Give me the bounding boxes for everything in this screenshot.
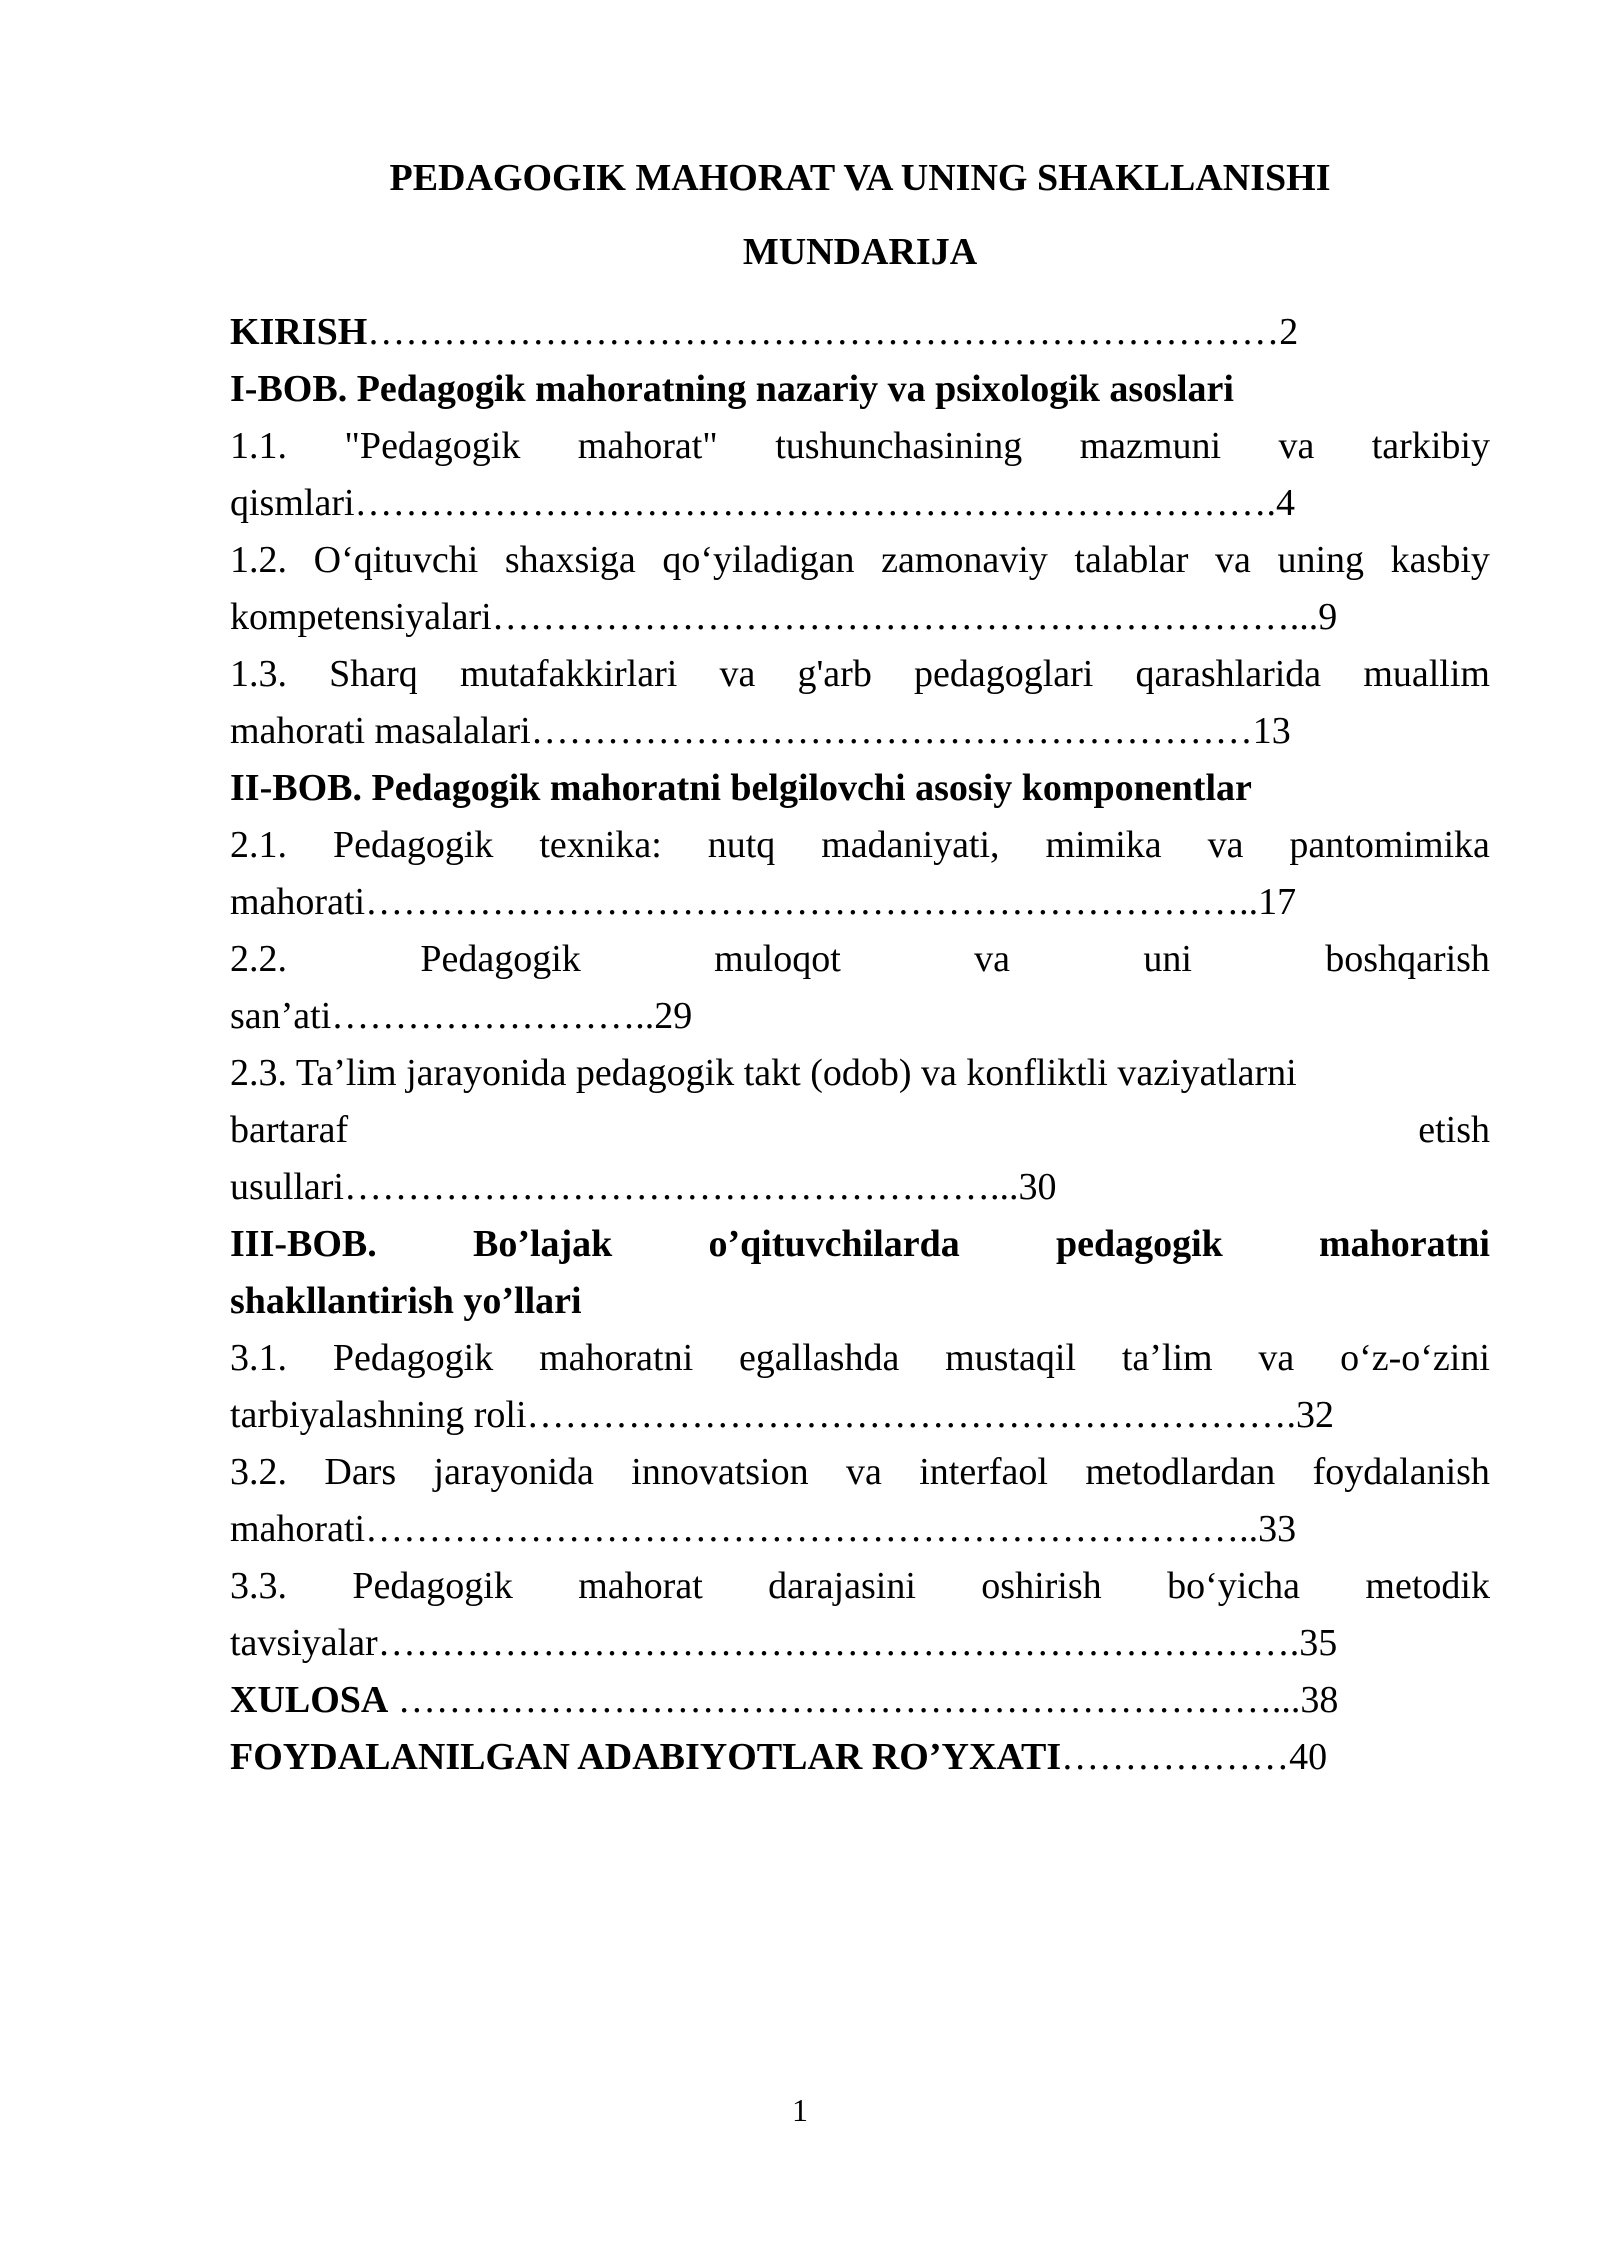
toc-entry-label: kompetensiyalari	[230, 596, 492, 638]
toc-entry-2-2-line2[interactable]	[230, 988, 1490, 1045]
toc-entry-3-2-line2[interactable]	[230, 1501, 1490, 1558]
toc-entry-3-1-line1[interactable]	[230, 1330, 1490, 1387]
toc-word: interfaol	[919, 1451, 1048, 1493]
toc-word: texnika:	[539, 824, 662, 866]
toc-word: muloqot	[714, 938, 841, 980]
dot-leader: ……………………………………………………………..	[365, 1508, 1259, 1550]
toc-page-number: 4	[1276, 482, 1296, 524]
toc-entry-label: tarbiyalashning roli	[230, 1394, 527, 1436]
toc-word: Pedagogik	[332, 824, 494, 866]
toc-word: egallashda	[738, 1337, 900, 1379]
toc-page-number: 29	[654, 995, 693, 1037]
toc-word: jarayonida	[433, 1451, 594, 1493]
toc-entry-kirish[interactable]	[230, 304, 1490, 361]
toc-entry-1-2-line1[interactable]	[230, 532, 1490, 589]
toc-word: va	[845, 1451, 882, 1493]
toc-entry-1-2-line2[interactable]	[230, 589, 1490, 646]
toc-word: mahoratni	[539, 1337, 694, 1379]
table-of-contents	[230, 304, 1490, 1786]
toc-word: 1.2.	[230, 539, 287, 581]
toc-word: "Pedagogik	[344, 425, 521, 467]
toc-word: tarkibiy	[1371, 425, 1490, 467]
toc-page-number: 9	[1318, 596, 1338, 638]
toc-entry-3-1-line2[interactable]	[230, 1387, 1490, 1444]
toc-entry-references[interactable]	[230, 1729, 1490, 1786]
document-title: PEDAGOGIK MAHORAT VA UNING SHAKLLANISHI	[389, 157, 1331, 199]
toc-word: bo‘yicha	[1167, 1565, 1301, 1607]
toc-entry-3-3-line1[interactable]	[230, 1558, 1490, 1615]
toc-word: o‘z-o‘zini	[1340, 1337, 1490, 1379]
toc-entry-label: XULOSA	[230, 1679, 389, 1721]
toc-word: 2.2.	[230, 938, 287, 980]
dot-leader: ………………………………………………………………	[367, 311, 1280, 353]
toc-entry-2-3-line3[interactable]	[230, 1159, 1490, 1216]
toc-word: kasbiy	[1390, 539, 1490, 581]
toc-word: mahoratni	[1318, 1223, 1490, 1265]
toc-word: g'arb	[797, 653, 872, 695]
toc-entry-1-1-line1[interactable]	[230, 418, 1490, 475]
toc-word: nutq	[707, 824, 776, 866]
toc-word: qarashlarida	[1135, 653, 1322, 695]
chapter-heading-3-line2: shakllantirish yo’llari	[230, 1280, 582, 1322]
toc-entry-label: mahorati	[230, 881, 366, 923]
toc-word: 3.1.	[230, 1337, 287, 1379]
toc-page-number: 2	[1279, 311, 1299, 353]
toc-word: zamonaviy	[881, 539, 1048, 581]
toc-entry-label: mahorati	[230, 1508, 366, 1550]
toc-word: mustaqil	[945, 1337, 1077, 1379]
toc-word: 1.3.	[230, 653, 287, 695]
toc-entry-3-3-line2[interactable]	[230, 1615, 1490, 1672]
toc-word: 1.1.	[230, 425, 287, 467]
toc-entry-label: usullari	[230, 1166, 344, 1208]
toc-page-number: 30	[1018, 1166, 1057, 1208]
toc-word: mahorat	[578, 1565, 703, 1607]
chapter-heading-1: I-BOB. Pedagogik mahoratning nazariy va psixologik asoslari	[230, 368, 1234, 410]
toc-page-number: 38	[1300, 1679, 1339, 1721]
toc-word: va	[974, 938, 1011, 980]
chapter-heading-2: II-BOB. Pedagogik mahoratni belgilovchi asosiy komponentlar	[230, 767, 1252, 809]
toc-entry-1-3-line2[interactable]	[230, 703, 1490, 760]
toc-word: innovatsion	[631, 1451, 809, 1493]
toc-word: va	[1207, 824, 1244, 866]
toc-entry-label: KIRISH	[230, 311, 368, 353]
toc-word: Bo’lajak	[472, 1223, 613, 1265]
toc-entry-1-3-line1[interactable]	[230, 646, 1490, 703]
toc-word: shaxsiga	[504, 539, 636, 581]
toc-word: madaniyati,	[821, 824, 1000, 866]
toc-word: III-BOB.	[230, 1223, 377, 1265]
toc-word: metodik	[1365, 1565, 1490, 1607]
dot-leader: ……………………………………………………………….	[354, 482, 1277, 524]
toc-word: mimika	[1045, 824, 1162, 866]
toc-word: darajasini	[768, 1565, 916, 1607]
toc-page-number: 35	[1299, 1622, 1338, 1664]
toc-word: va	[1278, 425, 1315, 467]
toc-entry-label: san’ati	[230, 995, 332, 1037]
toc-page-number: 17	[1258, 881, 1297, 923]
toc-page-number: 13	[1252, 710, 1291, 752]
toc-word: Sharq	[329, 653, 418, 695]
toc-word: va	[1258, 1337, 1295, 1379]
toc-word: Dars	[324, 1451, 397, 1493]
dot-leader: ………………	[1061, 1736, 1290, 1778]
toc-word: talablar	[1074, 539, 1189, 581]
toc-entry-2-2-line1[interactable]	[230, 931, 1490, 988]
toc-entry-label: qismlari	[230, 482, 355, 524]
chapter-heading-3-line1	[230, 1216, 1490, 1273]
toc-heading: MUNDARIJA	[742, 231, 978, 273]
toc-word: O‘qituvchi	[313, 539, 479, 581]
toc-entry-1-1-line2[interactable]	[230, 475, 1490, 532]
toc-word: uni	[1143, 938, 1192, 980]
toc-word: tushunchasining	[775, 425, 1023, 467]
toc-word: foydalanish	[1312, 1451, 1490, 1493]
toc-word: va	[1214, 539, 1251, 581]
toc-entry-label: tavsiyalar	[230, 1622, 378, 1664]
toc-word: pedagoglari	[913, 653, 1094, 695]
toc-word: va	[719, 653, 756, 695]
toc-word: boshqarish	[1325, 938, 1490, 980]
toc-word: etish	[1418, 1109, 1490, 1151]
dot-leader: …………………………………………………	[530, 710, 1253, 752]
dot-leader: ……………………………………………………………...	[388, 1679, 1301, 1721]
toc-entry-label: mahorati masalalari	[230, 710, 531, 752]
dot-leader: …………………………………………………….	[526, 1394, 1297, 1436]
toc-word: mutafakkirlari	[459, 653, 678, 695]
toc-word: ta’lim	[1121, 1337, 1213, 1379]
toc-word: Pedagogik	[420, 938, 581, 980]
toc-word: 3.2.	[230, 1451, 287, 1493]
toc-word: 2.1.	[230, 824, 287, 866]
toc-entry-2-3-line2[interactable]	[230, 1102, 1490, 1159]
toc-word: mahorat"	[577, 425, 718, 467]
toc-entry-2-1-line1[interactable]	[230, 817, 1490, 874]
toc-word: uning	[1277, 539, 1365, 581]
dot-leader: ……………………………………………...	[343, 1166, 1019, 1208]
toc-word: pantomimika	[1289, 824, 1490, 866]
toc-page-number: 40	[1289, 1736, 1328, 1778]
page-number: 1	[792, 2092, 808, 2128]
dot-leader: ……………………..	[331, 995, 655, 1037]
toc-word: 3.3.	[230, 1565, 287, 1607]
toc-entry-2-1-line2[interactable]	[230, 874, 1490, 931]
toc-word: bartaraf	[230, 1109, 349, 1151]
dot-leader: ……………………………………………………………..	[365, 881, 1259, 923]
toc-word: mazmuni	[1079, 425, 1222, 467]
toc-entry-xulosa[interactable]	[230, 1672, 1490, 1729]
toc-word: pedagogik	[1055, 1223, 1223, 1265]
toc-word: Pedagogik	[332, 1337, 494, 1379]
toc-entry-label: FOYDALANILGAN ADABIYOTLAR RO’YXATI	[230, 1736, 1062, 1778]
toc-word: metodlardan	[1085, 1451, 1276, 1493]
dot-leader: ……………………………………………………………….	[377, 1622, 1300, 1664]
toc-entry-3-2-line1[interactable]	[230, 1444, 1490, 1501]
toc-word: muallim	[1363, 653, 1490, 695]
toc-word: Pedagogik	[352, 1565, 513, 1607]
toc-page-number: 33	[1258, 1508, 1297, 1550]
toc-page-number: 32	[1296, 1394, 1335, 1436]
dot-leader: ………………………………………………………...	[491, 596, 1319, 638]
toc-entry-2-3-line1[interactable]: 2.3. Ta’lim jarayonida pedagogik takt (odob) va konfliktli vaziyatlarni	[230, 1052, 1297, 1094]
toc-word: oshirish	[981, 1565, 1102, 1607]
toc-word: qo‘yiladigan	[662, 539, 855, 581]
toc-word: o’qituvchilarda	[708, 1223, 960, 1265]
